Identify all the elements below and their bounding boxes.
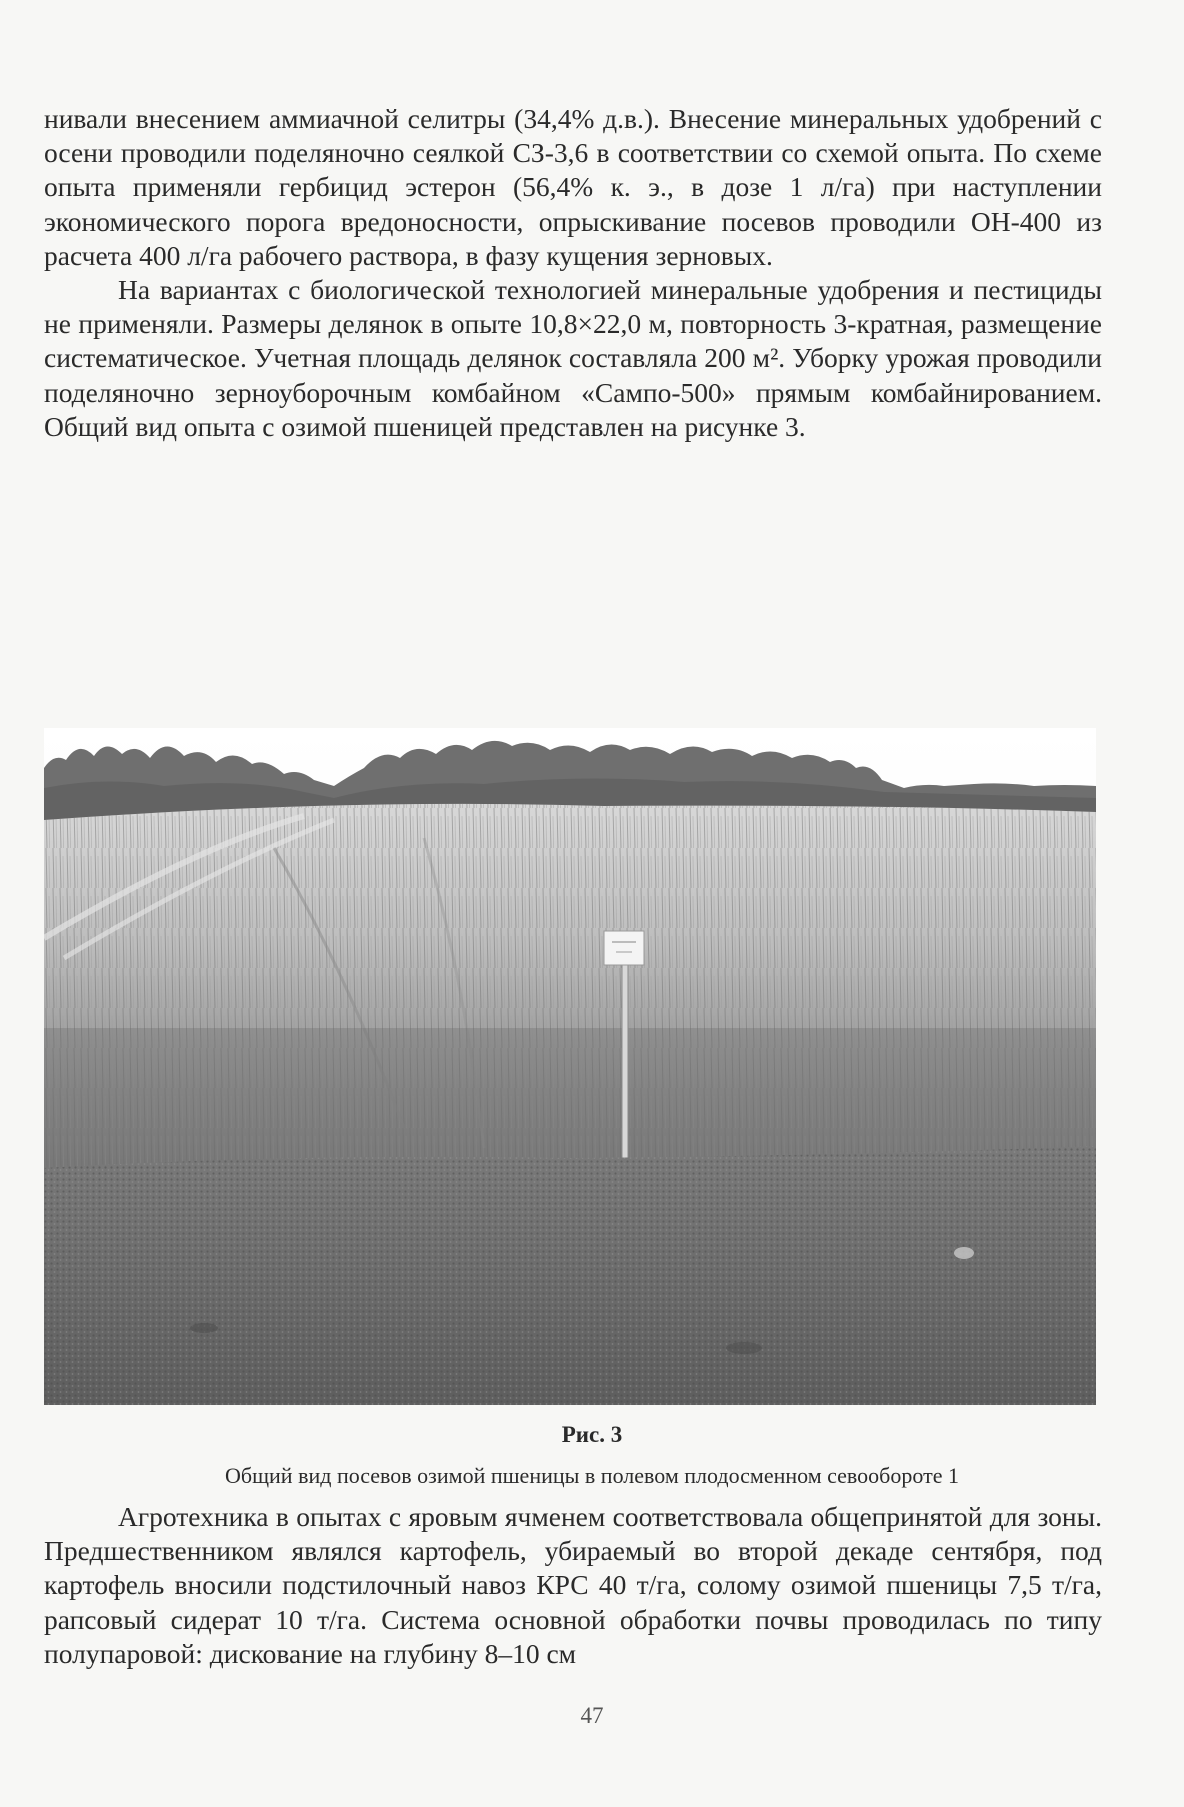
field-photo-illustration [44, 728, 1096, 1405]
paragraph-1: нивали внесением аммиачной селитры (34,4% д.в.). Внесение минеральных удобрений с осени проводили поделяночно сеялкой СЗ-3,6 в соответствии со схемой опыта. По схеме опыта применяли гербицид эстерон (56,4% к. э., в дозе 1 л/га) при наступлении экономического порога вредоносности, опрыскивание посевов проводили ОН-400 из расчета 400 л/га рабочего раствора, в фазу кущения зерновых. [44, 103, 1102, 271]
paragraph-3: Агротехника в опытах с яровым ячменем соответствовала общепринятой для зоны. Предшественником являлся картофель, убираемый во второй декаде сентября, под картофель вносили подстилочный навоз КРС 40 т/га, солому озимой пшеницы 7,5 т/га, рапсовый сидерат 10 т/га. Система основной обработки почвы проводилась по типу полупаровой: дискование на глубину 8–10 см [44, 1501, 1102, 1669]
page-number: 47 [580, 1703, 604, 1728]
plot-sign-post [622, 960, 628, 1170]
text-block-bottom [44, 1500, 1102, 1671]
text-block-top [44, 102, 1102, 444]
paragraph-2: На вариантах с биологической технологией минеральные удобрения и пестициды не применяли. Размеры делянок в опыте 10,8×22,0 м, повторность 3-кратная, размещение систематическое. Учетная площадь делянок составляла 200 м². Уборку урожая проводили поделяночно зерноуборочным комбайном «Сампо-500» прямым комбайнированием. Общий вид опыта с озимой пшеницей представлен на рисунке 3. [44, 274, 1102, 442]
figure-number: Рис. 3 [561, 1422, 623, 1447]
figure-caption: Общий вид посевов озимой пшеницы в полевом плодосменном севообороте 1 [225, 1463, 959, 1488]
figure-wheat-field-photo [44, 728, 1096, 1405]
plot-sign-board [604, 931, 644, 965]
